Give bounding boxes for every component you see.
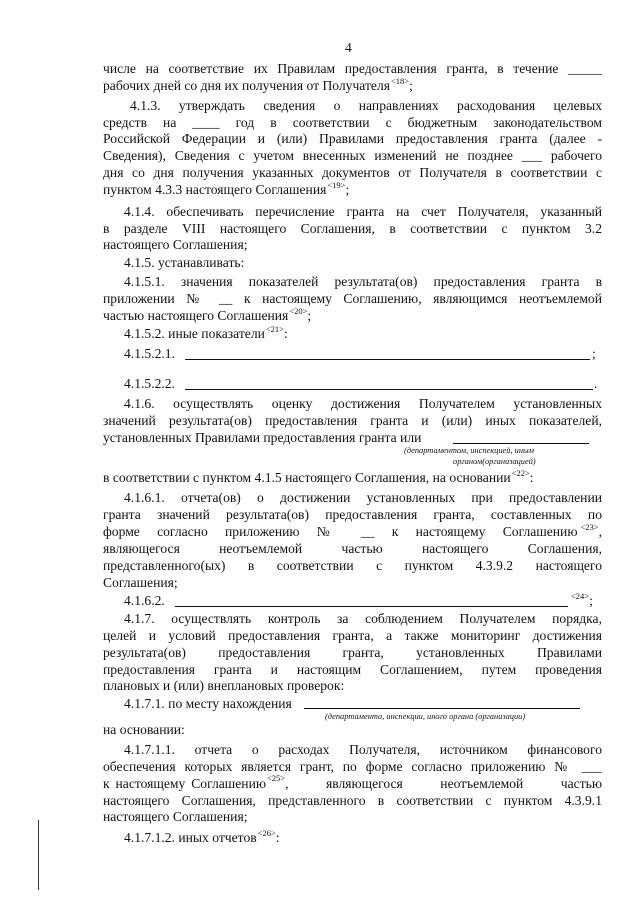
p4161-line-6: Соглашения;	[103, 575, 178, 590]
p417-line-1: 4.1.7. осуществлять контроль за соблюдением Получателем порядка,	[124, 611, 602, 626]
p413-line-4: Сведения), Сведения с учетом внесенных изменений не позднее ___ рабочего	[103, 148, 602, 163]
p416-line-1: 4.1.6. осуществлять оценку достижения Получателем установленных	[124, 396, 602, 411]
p4152-text: 4.1.5.2. иные показатели	[124, 326, 265, 341]
p413-line-6-text: пунктом 4.3.3 настоящего Соглашения	[103, 182, 327, 197]
p41522-blank-line	[185, 389, 593, 390]
p416-note-1: (департаментом, инспекцией, иным	[404, 446, 535, 455]
p417-line-4: предоставления гранта и настоящим Соглашением, путем проведения	[103, 662, 602, 677]
p4162-blank-line	[175, 606, 568, 607]
p4161-line-4: являющегося неотъемлемой частью настоящего Соглашения,	[103, 541, 602, 556]
p4161-line-3-tail	[580, 524, 603, 541]
p414-line-2: в разделе VIII настоящего Соглашения, в соответствии с пунктом 3.2	[103, 221, 602, 236]
p4171-blank-line	[304, 708, 580, 709]
p4152-line	[124, 326, 288, 343]
p4162-end: ;	[589, 593, 593, 608]
p413-line-1: 4.1.3. утверждать сведения о направлениях расходования целевых	[130, 98, 602, 113]
line-2	[103, 78, 413, 95]
p41711-line-1: 4.1.7.1.1. отчета о расходах Получателя, источником финансового	[124, 742, 602, 757]
p41711-line-4: настоящего Соглашения, представленного в соответствии с пунктом 4.3.9.1	[103, 793, 602, 808]
p414-line-3: настоящего Соглашения;	[103, 237, 248, 252]
footnote-ref-26: <26>	[257, 828, 276, 838]
footnote-ref-22: <22>	[511, 468, 530, 478]
footnote-ref-23: <23>	[580, 522, 599, 532]
p417-line-3: результата(ов) предоставления гранта, установленных Правилами	[103, 645, 602, 660]
footnote-ref-25: <25>	[267, 773, 286, 783]
footnote-ref-24: <24>	[571, 591, 590, 601]
p41712-end: :	[275, 830, 280, 845]
p41521-label: 4.1.5.2.1.	[124, 346, 175, 361]
p4162-tail	[570, 593, 593, 610]
p4161-line-1: 4.1.6.1. отчета(ов) о достижении установленных при предоставлении	[124, 490, 602, 505]
p4161-line-3-text: форме согласно приложению № __ к настоящему Соглашению	[103, 524, 578, 539]
p4152-end: :	[283, 326, 288, 341]
line-1: числе на соответствие их Правилам предоставления гранта, в течение _____	[103, 61, 602, 76]
p4161-line-3	[103, 524, 602, 541]
p41711-line-3-text: к настоящему Соглашению	[103, 776, 266, 791]
p4161-line-2: гранта значений результата(ов) предоставления гранта, составленных по	[103, 507, 602, 522]
p41711-line-2: обеспечения которых является грант, по форме согласно приложению № ___	[103, 759, 602, 774]
p413-line-5: дня со дня получения указанных документов от Получателя в соответствии с	[103, 165, 602, 180]
footnote-ref-19: <19>	[327, 180, 346, 190]
p415-line: 4.1.5. устанавливать:	[124, 255, 245, 270]
p41522-end: .	[594, 376, 598, 391]
footnote-ref-18: <18>	[390, 76, 410, 86]
p416-line-4	[103, 470, 534, 487]
p416-note-2: органом(организацией)	[453, 457, 536, 466]
scan-margin-mark	[38, 820, 39, 890]
line-2-end: ;	[409, 78, 413, 93]
p41711-line-3	[103, 773, 602, 792]
p4151-line-3-text: частью настоящего Соглашения	[103, 308, 289, 323]
page-number: 4	[345, 40, 352, 55]
p4171-label: 4.1.7.1. по месту нахождения	[124, 696, 292, 711]
p4171-line-2: на основании:	[103, 722, 185, 737]
p4151-line-1: 4.1.5.1. значения показателей результата(ов) предоставления гранта в	[124, 274, 602, 289]
p416-line-4-text: в соответствии с пунктом 4.1.5 настоящего Соглашения, на основании	[103, 470, 511, 485]
p4161-line-5: представленного(ых) в соответствии с пунктом 4.3.9.2 настоящего	[103, 558, 602, 573]
p417-line-5: плановых и (или) внеплановых проверок:	[103, 678, 345, 693]
p4151-line-3-end: ;	[307, 308, 312, 323]
p41521-end: ;	[592, 346, 596, 361]
p417-line-2: целей и условий предоставления гранта, а также мониторинг достижения	[103, 628, 602, 643]
p41712-text: 4.1.7.1.2. иных отчетов	[124, 830, 257, 845]
footnote-ref-20: <20>	[289, 306, 308, 316]
footnote-ref-21: <21>	[265, 324, 284, 334]
p41522-label: 4.1.5.2.2.	[124, 376, 175, 391]
p414-line-1: 4.1.4. обеспечивать перечисление гранта на счет Получателя, указанный	[124, 204, 602, 219]
p4162-label: 4.1.6.2.	[124, 593, 165, 608]
p416-line-4-end: :	[529, 470, 534, 485]
p413-line-2: средств на ____ год в соответствии с бюджетным законодательством	[103, 115, 602, 130]
p416-line-2: значений результата(ов) предоставления гранта и (или) иных показателей,	[103, 413, 602, 428]
p413-line-6	[103, 182, 349, 199]
line-2-text: рабочих дней со дня их получения от Получателя	[103, 78, 390, 93]
p4171-note: (департамента, инспекции, иного органа (организации)	[325, 712, 526, 721]
p41712-line	[124, 830, 280, 847]
p413-line-3: Российской Федерации и (или) Правилами предоставления гранта (далее -	[103, 131, 602, 146]
p413-line-6-end: ;	[345, 182, 350, 197]
p4161-line-3-end: ,	[598, 524, 602, 539]
p4151-line-2: приложении № __ к настоящему Соглашению, являющимся неотъемлемой	[103, 291, 602, 306]
p4151-line-3	[103, 308, 311, 325]
p416-line-3: установленных Правилами предоставления гранта или	[103, 430, 422, 445]
p41711-line-3-end: , являющегося неотъемлемой частью	[285, 776, 602, 791]
p41521-blank-line	[185, 359, 590, 360]
p416-blank-line	[453, 443, 589, 444]
p41711-line-5: настоящего Соглашения;	[103, 809, 248, 824]
